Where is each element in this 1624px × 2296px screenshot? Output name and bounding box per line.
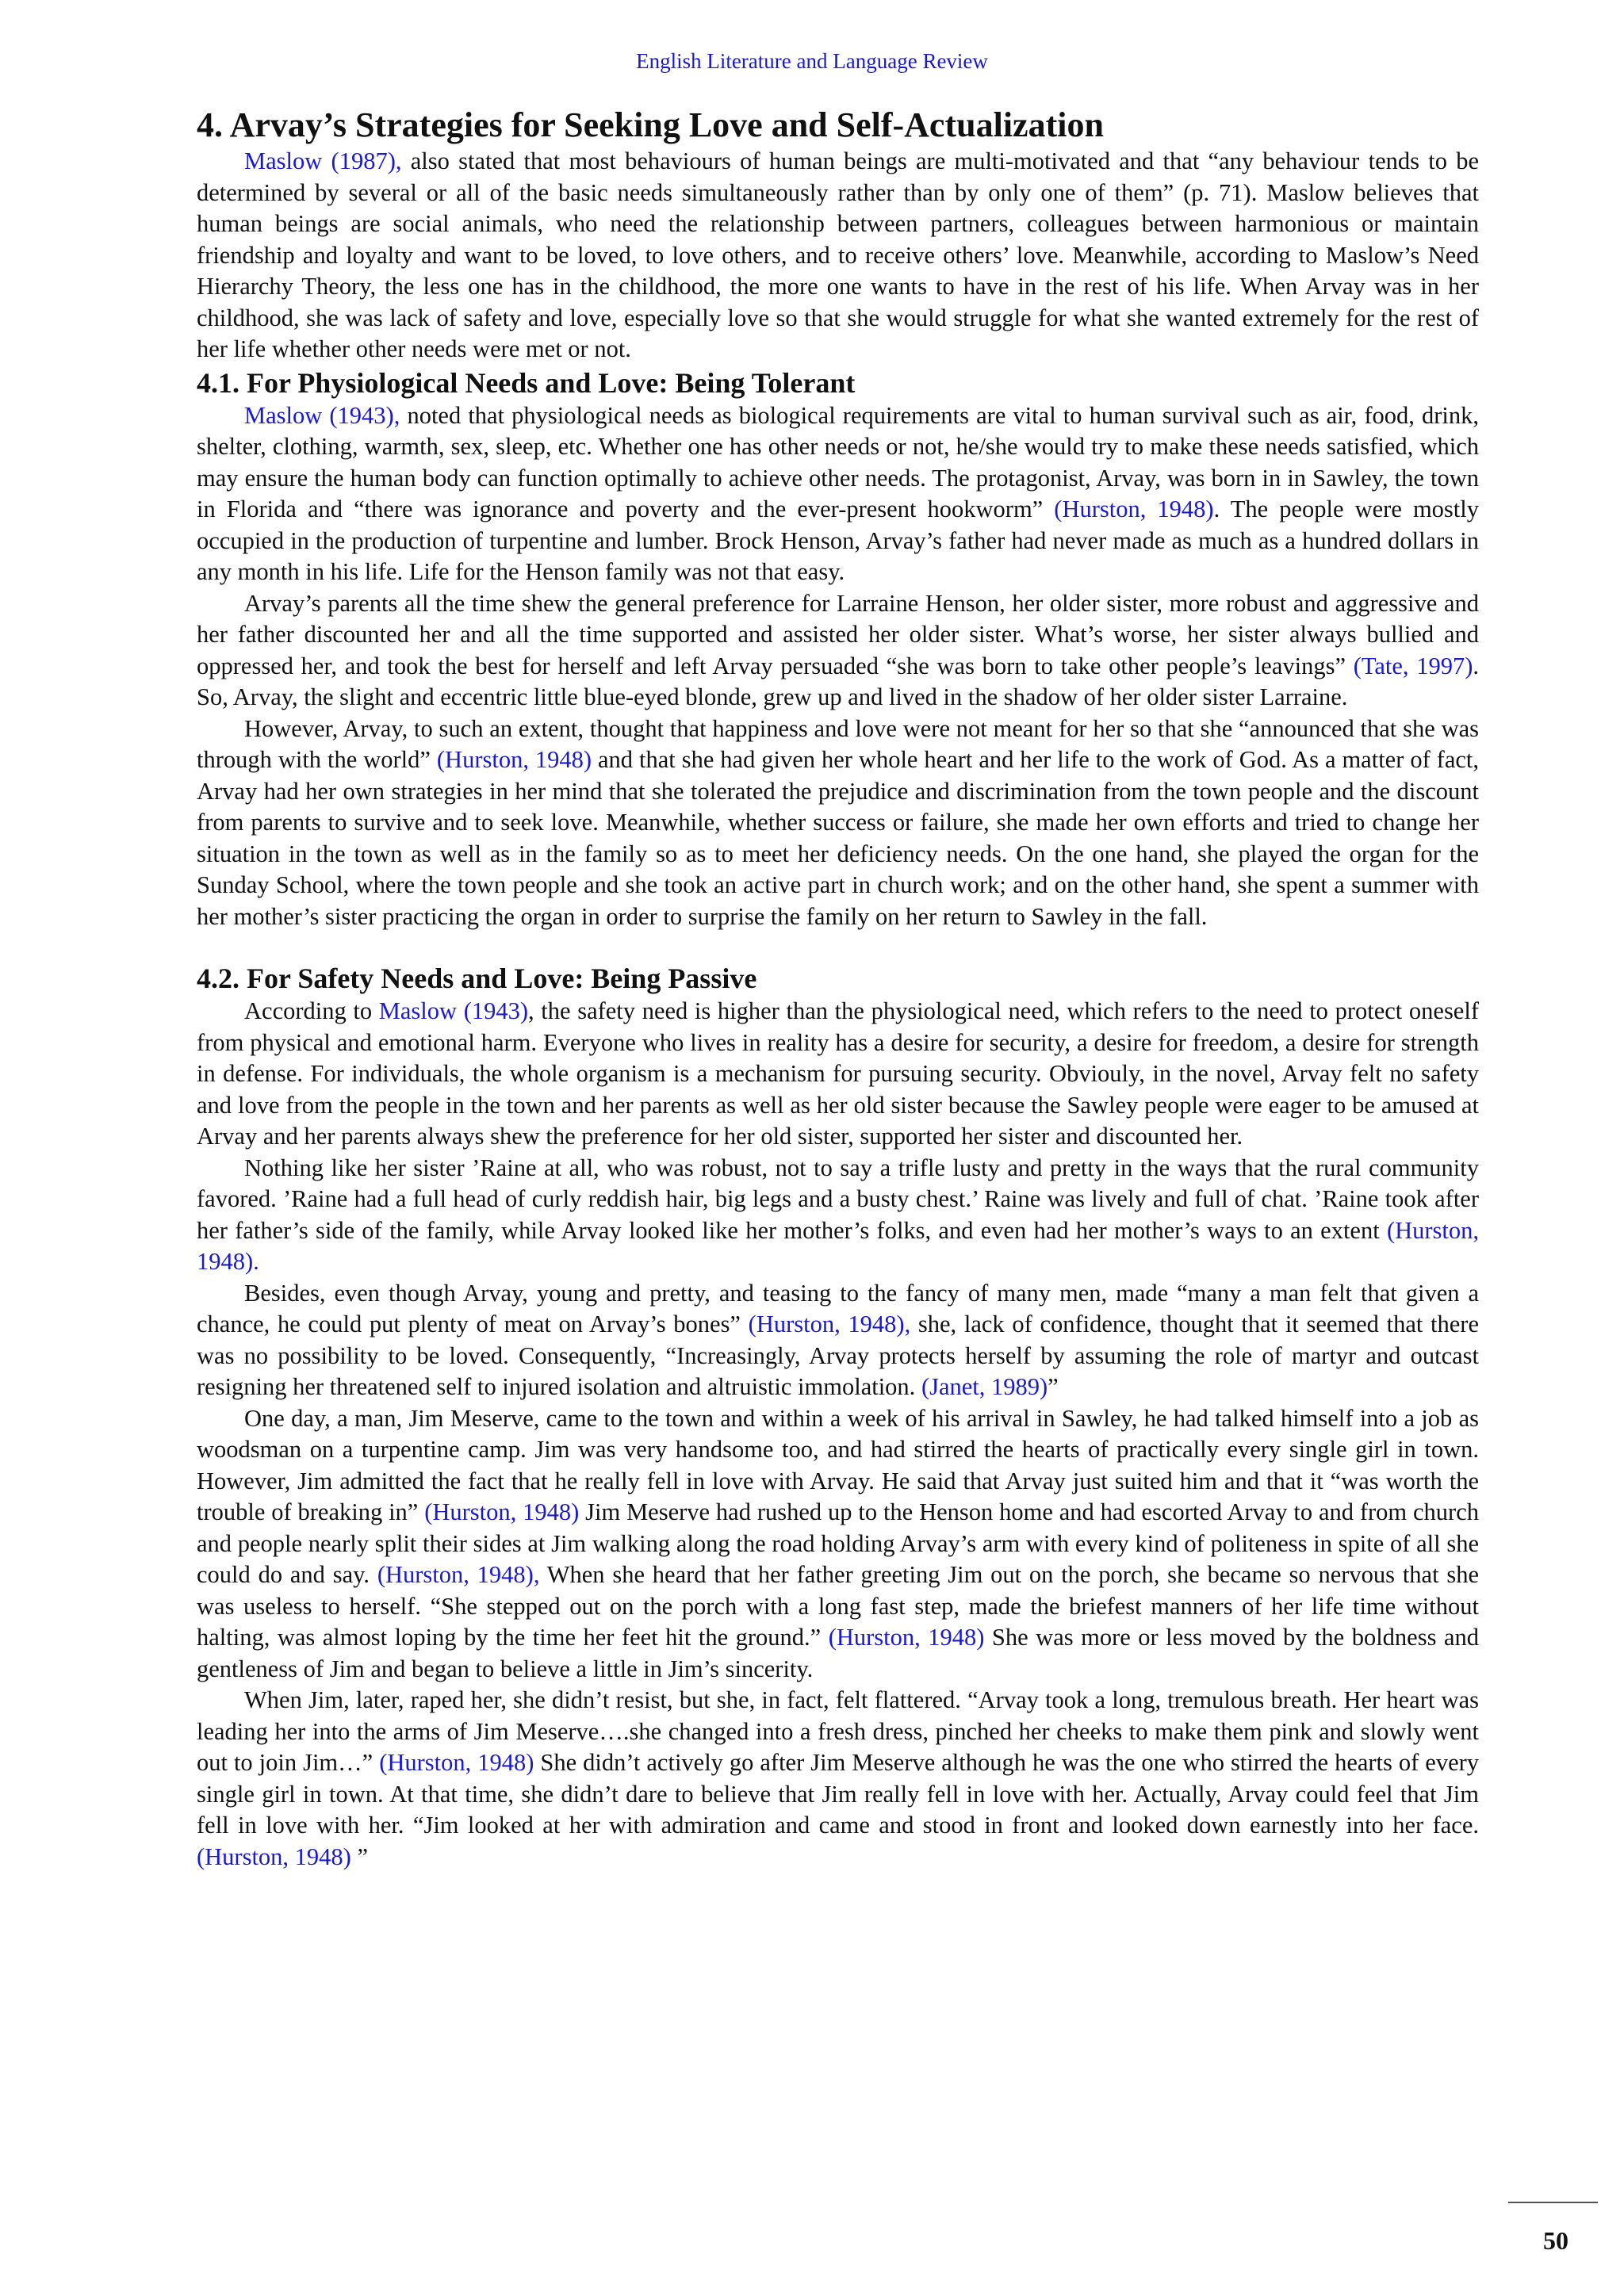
section-4-2-heading: 4.2. For Safety Needs and Love: Being Passive xyxy=(197,962,757,994)
paragraph xyxy=(197,996,1479,1153)
page-number: 50 xyxy=(1543,2226,1568,2255)
paragraph-text: Besides, even though Arvay, young and pretty, and teasing to the fancy of many men, made “many a man felt that given a chance, he could put plenty of meat on Arvay’s bones” xyxy=(197,1279,1479,1337)
citation: Maslow (1943), xyxy=(244,401,400,429)
paragraph-text: also stated that most behaviours of human beings are multi-motivated and that “any behaviour tends to be determined by several or all of the basic needs simultaneously rather than by only one of them” (p. 71). Maslow believes that human beings are social animals, who need the relationship between partners, colleagues between harmonious or maintain friendship and loyalty and want to be loved, to love others, and to receive others’ love. Meanwhile, according to Maslow’s Need Hierarchy Theory, the less one has in the childhood, the more one wants to have in the rest of his life. When Arvay was in her childhood, she was lack of safety and love, especially love so that she would struggle for what she wanted extremely for the rest of her life whether other needs were met or not. xyxy=(197,147,1479,362)
citation: Maslow (1987), xyxy=(244,147,402,174)
citation: (Hurston, 1948) xyxy=(379,1749,534,1776)
paragraph xyxy=(197,588,1479,714)
section-4-heading: 4. Arvay’s Strategies for Seeking Love and Self-Actualization xyxy=(197,105,1104,144)
paragraph-text: She didn’t actively go after Jim Meserve although he was the one who stirred the hearts of every single girl in town. At that time, she didn’t dare to believe that Jim really fell in love with her. Actually, Arvay could feel that Jim fell in love with her. “Jim looked at her with admiration and came and stood in front and looked down earnestly into her face. xyxy=(197,1749,1480,1839)
section-4-1-heading: 4.1. For Physiological Needs and Love: Being Tolerant xyxy=(197,366,856,399)
citation: (Hurston, 1948) xyxy=(828,1624,985,1651)
citation: Maslow (1943) xyxy=(378,997,529,1024)
paragraph-text: According to xyxy=(244,997,379,1024)
paragraph-text: she, lack of confidence, thought that it seemed that there was no possibility to be loved. Consequently, “Increasingly, Arvay protects herself by assuming the role of martyr and outcast resigning her threatened self to injured isolation and altruistic immolation. xyxy=(197,1311,1479,1400)
paragraph xyxy=(197,714,1479,933)
paragraph xyxy=(197,1278,1479,1403)
paragraph xyxy=(197,1685,1479,1873)
paragraph-text: and that she had given her whole heart and her life to the work of God. As a matter of fact, Arvay had her own strategies in her mind that she tolerated the prejudice and discrimination from the town people and the discount from parents to survive and to seek love. Meanwhile, whether success or failure, she made her own efforts and tried to change her situation in the town as well as in the family so as to meet her deficiency needs. On the one hand, she played the organ for the Sunday School, where the town people and she took an active part in church work; and on the other hand, she spent a summer with her mother’s sister practicing the organ in order to surprise the family on her return to Sawley in the fall. xyxy=(197,746,1480,930)
paragraph-text: When she heard that her father greeting Jim out on the porch, she became so nervous that she was useless to herself. “She stepped out on the porch with a long fast step, made the briefest manners of her life time without halting, was almost loping by the time her feet hit the ground.” xyxy=(197,1561,1480,1651)
paragraph-text: She was more or less moved by the boldness and gentleness of Jim and began to believe a little in Jim’s sincerity. xyxy=(197,1624,1479,1682)
citation: (Hurston, 1948) xyxy=(424,1498,580,1525)
paragraph-text: . The people were mostly occupied in the production of turpentine and lumber. Brock Henson, Arvay’s father had never made as much as a hundred dollars in any month in his life. Life for the Henson family was not that easy. xyxy=(197,496,1479,585)
citation: (Hurston, 1948), xyxy=(748,1311,911,1337)
paragraph-text: ” xyxy=(1048,1373,1059,1400)
paragraph-text: , the safety need is higher than the physiological need, which refers to the need to protect oneself from physical and emotional harm. Everyone who lives in reality has a desire for security, a desire for freedom, a desire for strength in defense. For individuals, the whole organism is a mechanism for pursuing security. Obviouly, in the novel, Arvay felt no safety and love from the people in the town and her parents as well as her old sister because the Sawley people were eager to be amused at Arvay and her parents always shew the preference for her old sister, supported her sister and discounted her. xyxy=(197,997,1479,1150)
paragraph xyxy=(197,400,1479,588)
citation: (Hurston, 1948) xyxy=(436,746,592,773)
paragraph-text: ” xyxy=(350,1843,369,1870)
footer-rule xyxy=(1508,2202,1598,2203)
citation: (Hurston, 1948) xyxy=(1054,496,1214,522)
paragraph-text: Nothing like her sister ’Raine at all, who was robust, not to say a trifle lusty and pretty in the ways that the rural community favored. ’Raine had a full head of curly reddish hair, big legs and a busty chest.’ Raine was lively and full of chat. ’Raine took after her father’s side of the family, while Arvay looked like her mother’s folks, and even had her mother’s ways to an extent xyxy=(197,1154,1479,1244)
article-body xyxy=(197,97,1479,1873)
paragraph xyxy=(197,1403,1479,1686)
citation: (Janet, 1989) xyxy=(921,1373,1048,1400)
citation: (Hurston, 1948), xyxy=(377,1561,540,1588)
paragraph-text: However, Arvay, to such an extent, thought that happiness and love were not meant for her so that she “announced that she was through with the world” xyxy=(197,714,1479,773)
citation: (Hurston, 1948) xyxy=(197,1843,351,1870)
paragraph-text: When Jim, later, raped her, she didn’t resist, but she, in fact, felt flattered. “Arvay took a long, tremulous breath. Her heart was leading her into the arms of Jim Meserve….she changed into a fresh dress, pinched her cheeks to make them pink and slowly went out to join Jim…” xyxy=(197,1686,1479,1776)
citation: (Hurston, 1948). xyxy=(197,1216,1479,1275)
paragraph-text: . So, Arvay, the slight and eccentric little blue-eyed blonde, grew up and lived in the shadow of her older sister Larraine. xyxy=(197,652,1479,710)
paragraph-text: Arvay’s parents all the time shew the general preference for Larraine Henson, her older sister, more robust and aggressive and her father discounted her and all the time supported and assisted her older sister. What’s worse, her sister always bullied and oppressed her, and took the best for herself and left Arvay persuaded “she was born to take other people’s leavings” xyxy=(197,589,1479,679)
running-head: English Literature and Language Review xyxy=(636,49,988,73)
paragraph-text: Jim Meserve had rushed up to the Henson home and had escorted Arvay to and from church and people nearly split their sides at Jim walking along the road holding Arvay’s arm with every kind of politeness in spite of all she could do and say. xyxy=(197,1498,1479,1588)
paragraph-text: noted that physiological needs as biological requirements are vital to human survival such as air, food, drink, shelter, clothing, warmth, sex, sleep, etc. Whether one has other needs or not, he/she would try to make these needs satisfied, which may ensure the human body can function optimally to achieve other needs. The protagonist, Arvay, was born in in Sawley, the town in Florida and “there was ignorance and poverty and the ever-present hookworm” xyxy=(197,401,1480,522)
paragraph xyxy=(197,146,1479,365)
paragraph xyxy=(197,1153,1479,1278)
citation: (Tate, 1997) xyxy=(1353,652,1473,679)
paragraph-text: One day, a man, Jim Meserve, came to the town and within a week of his arrival in Sawley, he had talked himself into a job as woodsman on a turpentine camp. Jim was very handsome too, and had stirred the hearts of practically every single girl in town. However, Jim admitted the fact that he really fell in love with Arvay. He said that Arvay just suited him and that it “was worth the trouble of breaking in” xyxy=(197,1404,1479,1525)
